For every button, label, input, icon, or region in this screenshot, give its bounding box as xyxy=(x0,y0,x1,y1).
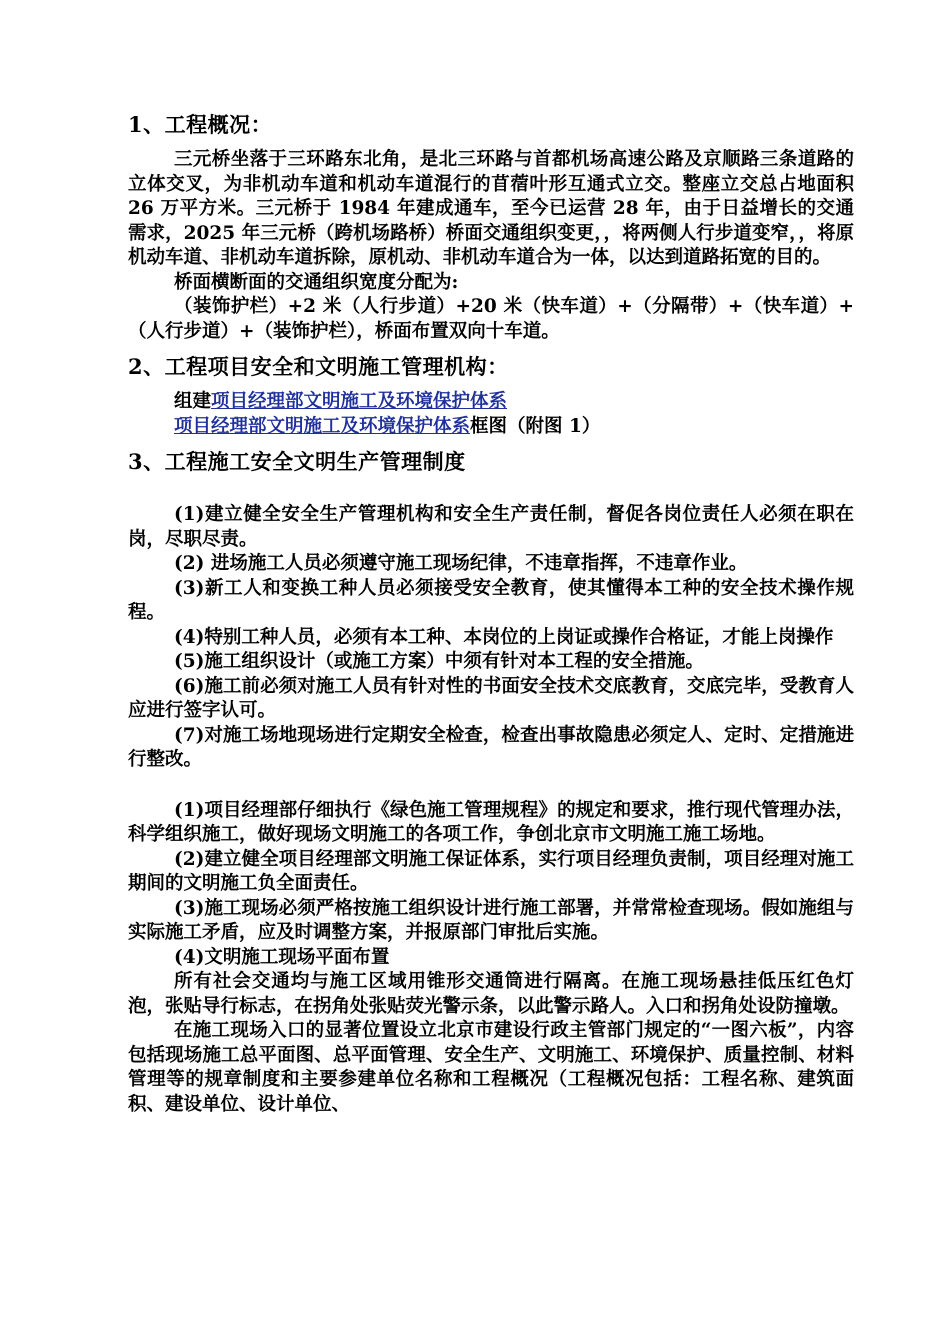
section-1-paragraph-3: （装饰护栏）+2 米（人行步道）+20 米（快车道）+（分隔带）+（快车道）+（人行步道）+（装饰护栏），桥面布置双向十车道。 xyxy=(128,296,854,342)
safety-rule-item: (5)施工组织设计（或施工方案）中须有针对本工程的安全措施。 xyxy=(174,651,704,672)
safety-rule-item: (7)对施工场地现场进行定期安全检查，检查出事故隐患必须定人、定时、定措施进行整改。 xyxy=(128,724,854,770)
section-2-line-1 xyxy=(128,390,854,415)
section-1-paragraph-2: 桥面横断面的交通组织宽度分配为: xyxy=(174,271,459,293)
safety-rule-item: (3)新工人和变换工种人员必须接受安全教育，使其懂得本工种的安全技术操作规程。 xyxy=(128,577,854,623)
civil-rule-item: (2)建立健全项目经理部文明施工保证体系，实行项目经理负责制，项目经理对施工期间的文明施工负全面责任。 xyxy=(128,848,854,894)
org-system-link-1[interactable]: 项目经理部文明施工及环境保护体系 xyxy=(211,391,508,412)
section-2-line-2-suffix: 框图（附图 1） xyxy=(470,415,601,437)
section-2-line-2 xyxy=(128,415,854,440)
section-2-heading: 2、工程项目安全和文明施工管理机构： xyxy=(128,354,509,379)
section-1-heading: 1、工程概况： xyxy=(128,112,273,137)
civil-rule-item: 在施工现场入口的显著位置设立北京市建设行政主管部门规定的“一图六板”，内容包括现场施工总平面图、总平面管理、安全生产、文明施工、环境保护、质量控制、材料管理等的规章制度和主要参建单位名称和工程概况（工程概况包括：工程名称、建筑面积、建设单位、设计单位、 xyxy=(128,1020,854,1115)
section-3-heading: 3、工程施工安全文明生产管理制度 xyxy=(128,449,466,474)
safety-rule-item: (6)施工前必须对施工人员有针对性的书面安全技术交底教育，交底完毕，受教育人应进行签字认可。 xyxy=(128,675,854,721)
document-body xyxy=(128,110,854,1117)
civil-rule-item: (1)项目经理部仔细执行《绿色施工管理规程》的规定和要求，推行现代管理办法，科学组织施工，做好现场文明施工的各项工作，争创北京市文明施工施工场地。 xyxy=(128,799,854,845)
safety-rule-item: (4)特别工种人员，必须有本工种、本岗位的上岗证或操作合格证，才能上岗操作 xyxy=(174,626,834,648)
civil-rule-item: 所有社会交通均与施工区域用锥形交通筒进行隔离。在施工现场悬挂低压红色灯泡，张贴导行标志，在拐角处张贴荧光警示条，以此警示路人。入口和拐角处设防撞墩。 xyxy=(128,971,854,1017)
safety-rule-item: (2) 进场施工人员必须遵守施工现场纪律，不违章指挥，不违章作业。 xyxy=(174,553,748,574)
safety-rules-list xyxy=(128,503,854,773)
safety-rule-item: (1)建立健全安全生产管理机构和安全生产责任制，督促各岗位责任人必须在职在岗，尽职尽责。 xyxy=(128,504,854,550)
civil-rule-item: (3)施工现场必须严格按施工组织设计进行施工部署，并常常检查现场。假如施组与实际施工矛盾，应及时调整方案，并报原部门审批后实施。 xyxy=(128,897,854,943)
section-2-line-1-prefix: 组建 xyxy=(174,391,212,412)
civilized-construction-list xyxy=(128,799,854,1118)
civil-rule-item: (4)文明施工现场平面布置 xyxy=(174,946,390,968)
org-system-link-2[interactable]: 项目经理部文明施工及环境保护体系 xyxy=(174,415,471,437)
section-1-paragraph-1: 三元桥坐落于三环路东北角，是北三环路与首都机场高速公路及京顺路三条道路的立体交叉，为非机动车道和机动车道混行的苜蓿叶形互通式立交。整座立交总占地面积 26 万平方米。三元桥于 1984 年建成通车，至今已运营 28 年，由于日益增长的交通需求，2025 年三元桥（跨机场路桥）桥面交通组织变更，，将两侧人行步道变窄，，将原机动车道、非机动车道拆除，原机动、非机动车道合为一体，以达到道路拓宽的目的。 xyxy=(128,149,854,268)
